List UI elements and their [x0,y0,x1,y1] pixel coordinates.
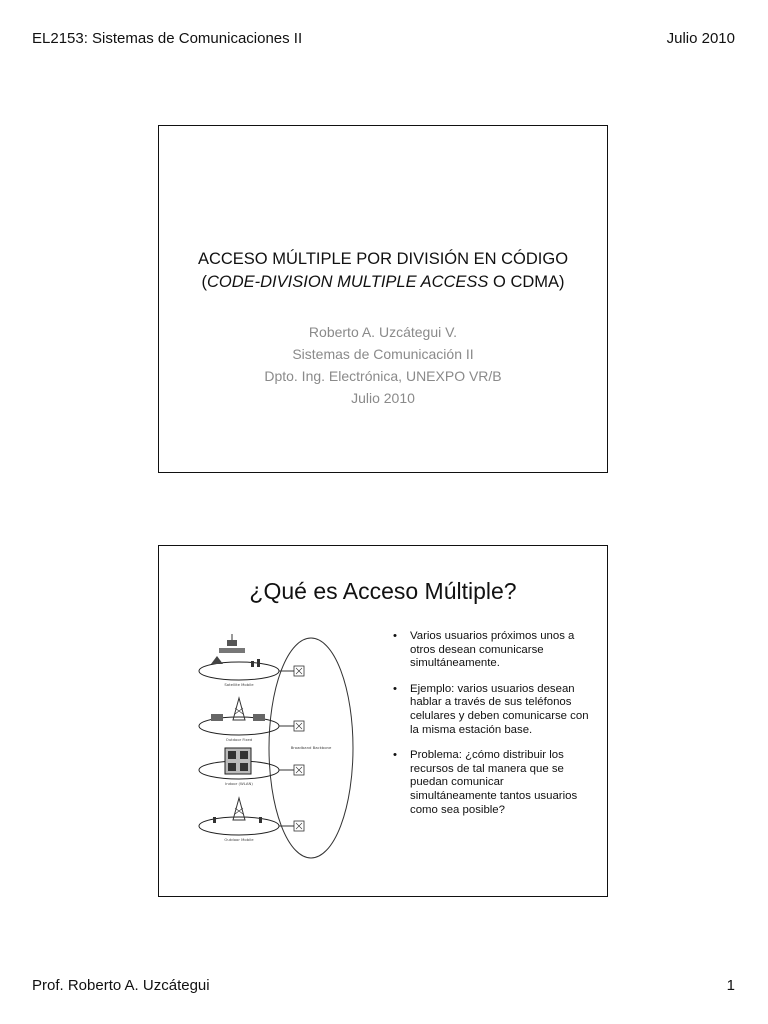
backbone-label: Broadband Backbone [290,745,332,750]
outdoor-mobile-group [199,798,304,842]
bullet-item [393,630,593,671]
slide-1-date: Julio 2010 [351,390,415,406]
multiple-access-figure [197,634,382,864]
slide-1 [158,125,608,473]
slide-1-title-italic: CODE-DIVISION MULTIPLE ACCESS [206,273,489,291]
svg-text:Satellite Mobile: Satellite Mobile [224,682,254,687]
page-number: 1 [726,977,735,994]
svg-text:Indoor (WLAN): Indoor (WLAN) [225,781,253,786]
page-header-date: Julio 2010 [666,30,735,47]
svg-text:Outdoor Mobile: Outdoor Mobile [224,837,254,842]
slide-1-credits [159,321,607,409]
bullet-item [393,683,593,737]
bullet-dot: • [393,749,397,762]
page-header-course: EL2153: Sistemas de Comunicaciones II [32,30,303,47]
svg-text:Outdoor Fixed: Outdoor Fixed [225,737,253,742]
bullet-text: Varios usuarios próximos unos a otros desean comunicarse simultáneamente. [410,630,575,670]
slide-1-title-line2 [159,271,607,294]
bullet-text: Ejemplo: varios usuarios desean hablar a través de sus teléfonos celulares y deben comunicarse con la misma estación base. [410,682,589,736]
slide-1-course: Sistemas de Comunicación II [292,346,474,362]
outdoor-fixed-group [199,698,304,742]
slide-1-title-rest: O CDMA) [488,273,565,291]
satellite-mobile-group [199,634,304,687]
slide-1-department: Dpto. Ing. Electrónica, UNEXPO VR/B [264,368,502,384]
page-footer-author: Prof. Roberto A. Uzcátegui [32,977,210,994]
paren-open: ( [201,273,207,291]
slide-2 [158,545,608,897]
slide-2-title: ¿Qué es Acceso Múltiple? [249,578,517,604]
slide-2-bullet-list [393,630,593,829]
bullet-item [393,749,593,817]
bullet-dot: • [393,682,397,695]
slide-1-author: Roberto A. Uzcátegui V. [308,324,458,340]
bullet-dot: • [393,630,397,642]
slide-1-title [159,248,607,294]
indoor-wlan-group [199,748,304,786]
slide-1-title-line1: ACCESO MÚLTIPLE POR DIVISIÓN EN CÓDIGO [197,250,569,268]
bullet-text: Problema: ¿cómo distribuir los recursos de tal manera que se puedan comunicar simultáneamente tantos usuarios como sea posible? [410,749,578,816]
